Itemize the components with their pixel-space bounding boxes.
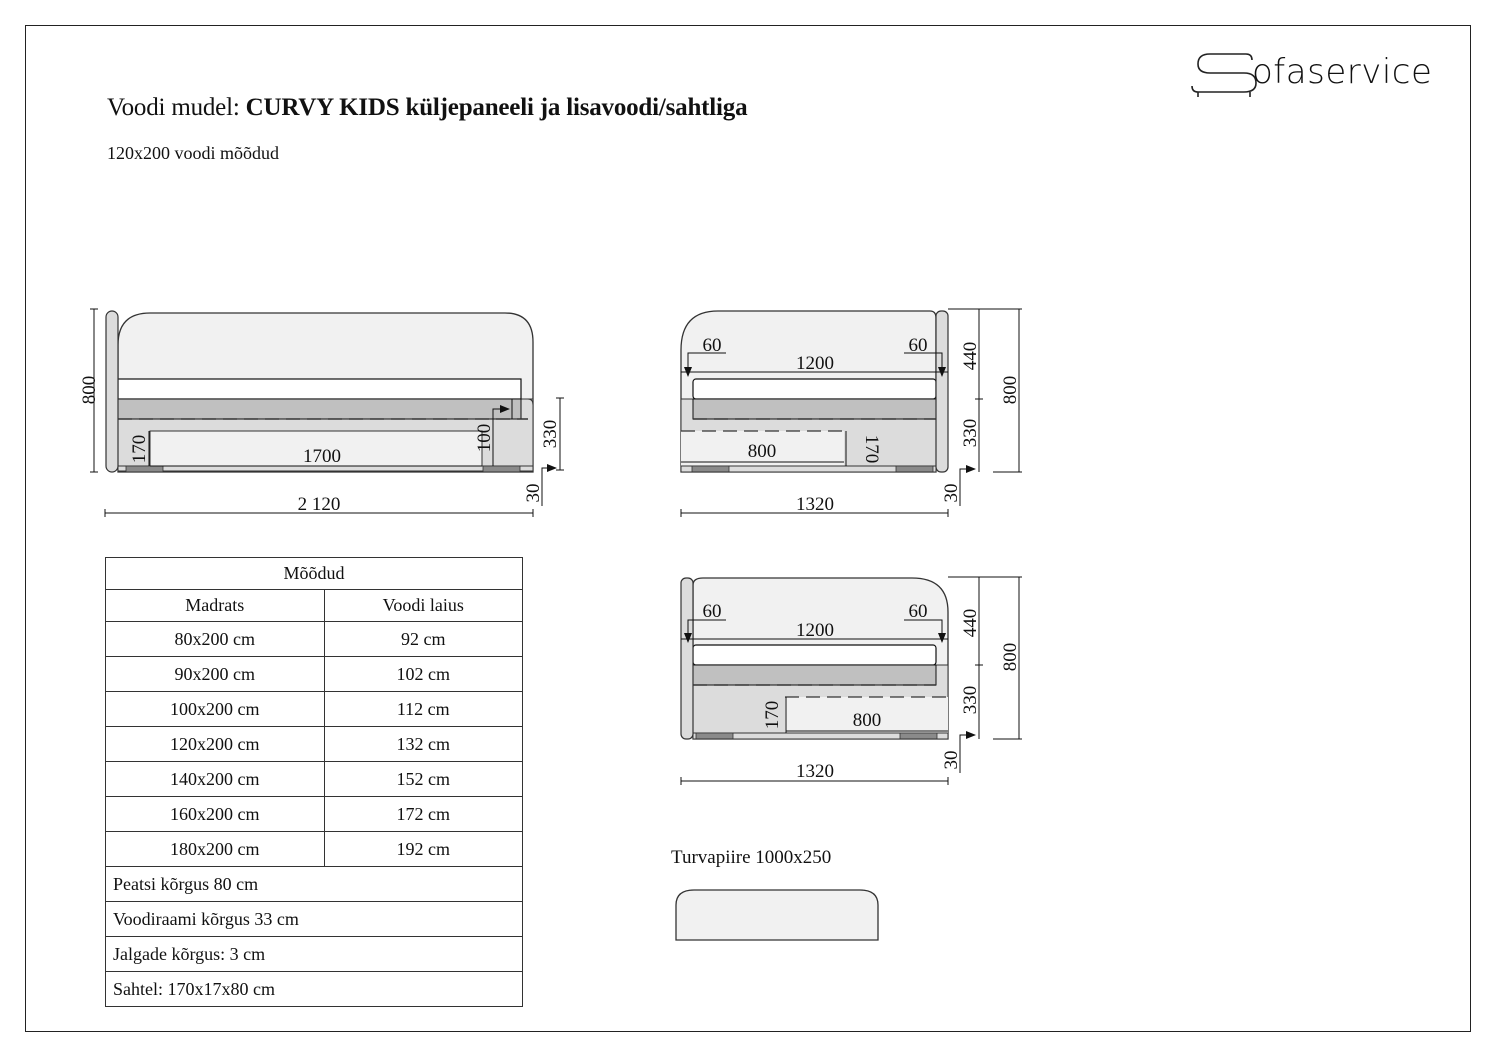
end2-dim-total-width: 1320 bbox=[796, 761, 834, 782]
note-row bbox=[106, 972, 523, 1007]
column-header-bed-width: Voodi laius bbox=[324, 590, 522, 622]
end2-dim-right-gap: 60 bbox=[908, 601, 928, 622]
side-mattress-top bbox=[118, 379, 521, 399]
end1-dim-drawer-width: 800 bbox=[747, 441, 777, 462]
end1-dim-left-gap: 60 bbox=[702, 335, 722, 356]
side-mattress-base bbox=[118, 399, 521, 419]
bed-width: 192 cm bbox=[324, 832, 522, 867]
side-leg-right bbox=[483, 466, 520, 472]
note-row bbox=[106, 902, 523, 937]
end1-mattress-base bbox=[693, 399, 936, 419]
mattress-size: 180x200 cm bbox=[106, 832, 325, 867]
table-row bbox=[106, 727, 523, 762]
end2-dim-left-gap: 60 bbox=[702, 601, 722, 622]
column-header-mattress: Madrats bbox=[106, 590, 325, 622]
side-headboard-panel bbox=[106, 311, 118, 472]
title-prefix: Voodi mudel: bbox=[107, 94, 246, 121]
side-leg-left bbox=[126, 466, 163, 472]
end1-dim-leg-height: 30 bbox=[941, 483, 962, 503]
bed-width: 172 cm bbox=[324, 797, 522, 832]
end2-dim-total-height: 800 bbox=[1000, 642, 1021, 672]
end-view-right bbox=[681, 309, 1022, 517]
side-dim-offset: 100 bbox=[474, 423, 495, 453]
side-dim-leg-height: 30 bbox=[523, 483, 544, 503]
end2-side-panel bbox=[681, 578, 693, 739]
end1-mattress-top bbox=[693, 379, 936, 399]
page-subtitle: 120x200 voodi mõõdud bbox=[107, 143, 280, 163]
end2-mattress-top bbox=[693, 645, 936, 665]
end1-dim-right-gap: 60 bbox=[908, 335, 928, 356]
side-dim-total-length: 2 120 bbox=[297, 494, 341, 515]
end2-dim-upper-height: 440 bbox=[960, 608, 981, 638]
note-row bbox=[106, 937, 523, 972]
end2-dim-frame-height: 330 bbox=[960, 685, 981, 715]
mattress-size: 120x200 cm bbox=[106, 727, 325, 762]
table-title: Mõõdud bbox=[106, 558, 523, 590]
mattress-size: 80x200 cm bbox=[106, 622, 325, 657]
end2-dim-drawer-height: 170 bbox=[762, 700, 783, 730]
bed-width: 112 cm bbox=[324, 692, 522, 727]
dimensions-table bbox=[105, 557, 523, 1007]
table-row bbox=[106, 832, 523, 867]
safety-rail-shape bbox=[676, 890, 878, 940]
end1-dim-drawer-height: 170 bbox=[861, 434, 882, 464]
side-dim-frame-height: 330 bbox=[540, 419, 561, 449]
bed-width: 102 cm bbox=[324, 657, 522, 692]
end1-leg-left bbox=[692, 466, 729, 472]
end2-dim-drawer-width: 800 bbox=[852, 710, 882, 731]
title-model-name: CURVY KIDS küljepaneeli ja lisavoodi/sahtliga bbox=[245, 94, 748, 121]
mattress-size: 140x200 cm bbox=[106, 762, 325, 797]
note-frame-height: Voodiraami kõrgus 33 cm bbox=[106, 902, 523, 937]
side-view bbox=[79, 309, 564, 517]
bed-width: 152 cm bbox=[324, 762, 522, 797]
table-header-row bbox=[106, 590, 523, 622]
end1-dim-total-height: 800 bbox=[1000, 375, 1021, 405]
table-row bbox=[106, 657, 523, 692]
mattress-size: 160x200 cm bbox=[106, 797, 325, 832]
safety-rail-label: Turvapiire 1000x250 bbox=[671, 847, 832, 868]
table-row bbox=[106, 692, 523, 727]
end-view-left bbox=[681, 577, 1022, 785]
end2-dim-mattress-width: 1200 bbox=[796, 620, 834, 641]
table-row bbox=[106, 622, 523, 657]
side-dim-drawer-length: 1700 bbox=[303, 446, 341, 467]
mattress-size: 100x200 cm bbox=[106, 692, 325, 727]
end2-mattress-base bbox=[693, 665, 936, 685]
end1-leg-right bbox=[896, 466, 933, 472]
end1-dim-upper-height: 440 bbox=[960, 341, 981, 371]
end1-dim-mattress-width: 1200 bbox=[796, 353, 834, 374]
end1-side-panel bbox=[936, 311, 948, 472]
note-drawer-size: Sahtel: 170x17x80 cm bbox=[106, 972, 523, 1007]
end2-leg-right bbox=[900, 733, 937, 739]
table-title-row bbox=[106, 558, 523, 590]
table-row bbox=[106, 797, 523, 832]
table-row bbox=[106, 762, 523, 797]
logo-text: ofaservice bbox=[1252, 52, 1433, 92]
mattress-size: 90x200 cm bbox=[106, 657, 325, 692]
side-dim-drawer-height: 170 bbox=[129, 434, 150, 464]
end2-dim-leg-height: 30 bbox=[941, 750, 962, 770]
bed-width: 92 cm bbox=[324, 622, 522, 657]
note-leg-height: Jalgade kõrgus: 3 cm bbox=[106, 937, 523, 972]
bed-width: 132 cm bbox=[324, 727, 522, 762]
note-row bbox=[106, 867, 523, 902]
end2-leg-left bbox=[696, 733, 733, 739]
end1-dim-total-width: 1320 bbox=[796, 494, 834, 515]
end1-dim-frame-height: 330 bbox=[960, 418, 981, 448]
note-headboard-height: Peatsi kõrgus 80 cm bbox=[106, 867, 523, 902]
side-dim-height: 800 bbox=[79, 375, 100, 405]
